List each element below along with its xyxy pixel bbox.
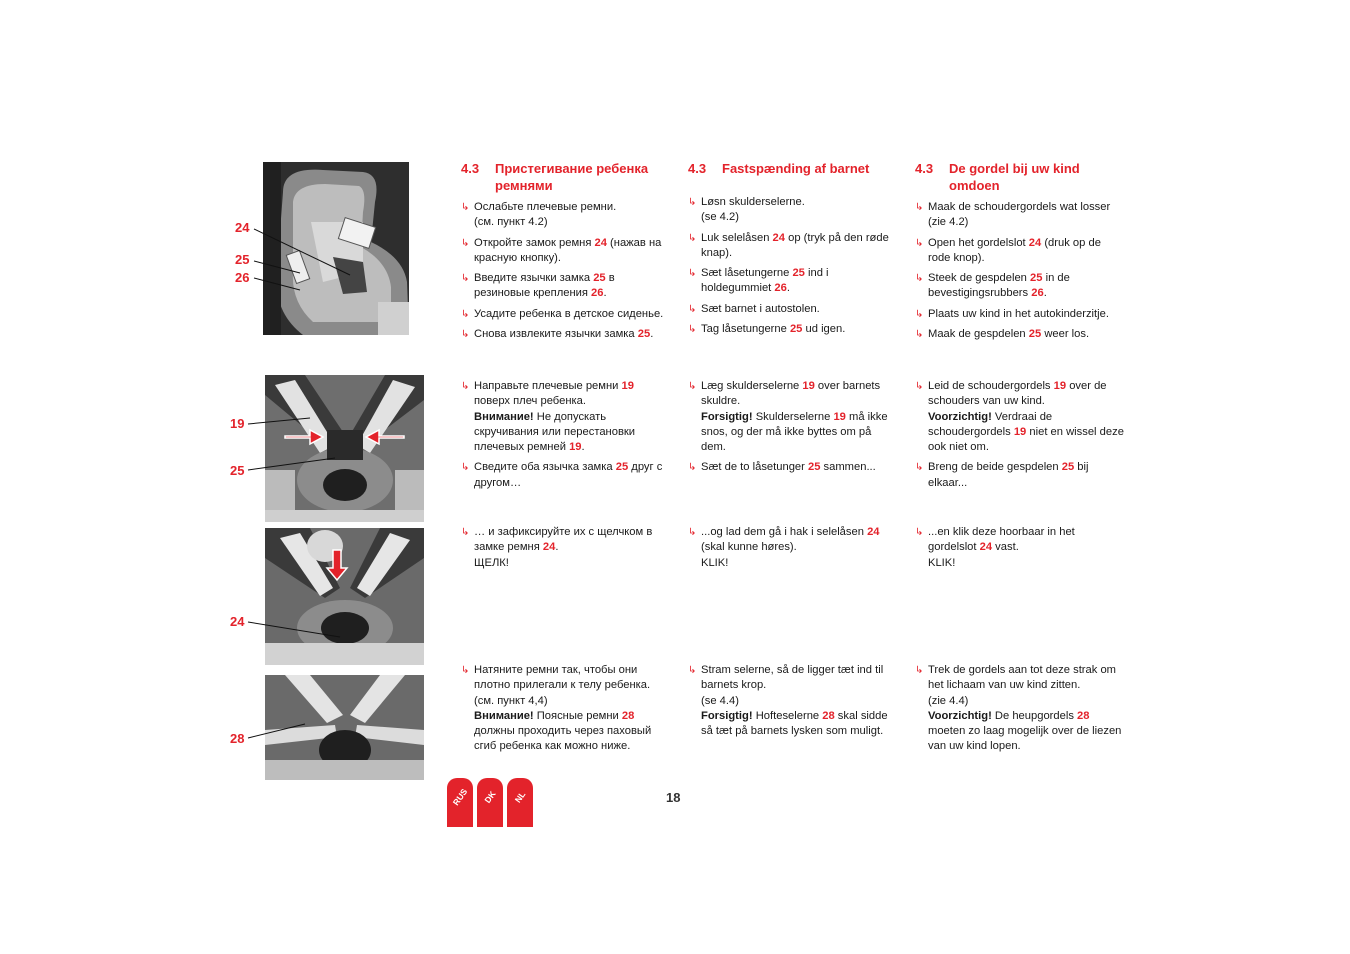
hook-arrow-icon: ↳ [461, 237, 470, 249]
step-item: ↳ ...en klik deze hoorbaar in het gordelslot 24 vast. KLIK! [915, 525, 1125, 571]
section-heading [461, 160, 671, 194]
hook-arrow-icon: ↳ [688, 527, 697, 538]
hook-arrow-icon: ↳ [461, 329, 470, 341]
hook-arrow-icon: ↳ [915, 308, 924, 320]
hook-arrow-icon: ↳ [915, 665, 924, 676]
callout-24: 24 [230, 614, 245, 629]
section-number: 4.3 [688, 161, 707, 176]
tab-dk[interactable]: DK [477, 778, 503, 827]
section-number: 4.3 [915, 161, 934, 176]
hook-arrow-icon: ↳ [461, 527, 470, 538]
section-title: Fastspænding af barnet [722, 161, 870, 176]
step-item: ↳ Sæt barnet i autostolen. [688, 302, 898, 317]
step-group [461, 525, 671, 571]
hook-arrow-icon: ↳ [688, 462, 697, 474]
hook-arrow-icon: ↳ [688, 665, 697, 676]
section-heading [688, 160, 898, 177]
step-group [915, 379, 1125, 491]
step-item: ↳ Направьте плечевые ремни 19 поверх плеч ребенка. Внимание! Не допускать скручивания или перестановки плечевых ремней 19. [461, 379, 671, 455]
section-title: Пристегивание ребенка ремнями [495, 161, 649, 193]
callout-19: 19 [230, 416, 245, 431]
lap-belt-photo [265, 675, 424, 780]
step-item: ↳ Tag låsetungerne 25 ud igen. [688, 322, 898, 337]
hook-arrow-icon: ↳ [461, 202, 470, 213]
step-item: ↳ Sæt låsetungerne 25 ind i holdegummiet 26. [688, 266, 898, 297]
callout-26: 26 [235, 270, 250, 285]
step-item: ↳ Læg skulderselerne 19 over barnets skuldre. Forsigtig! Skulderselerne 19 må ikke snos, og der må ikke byttes om på dem. [688, 379, 898, 455]
hook-arrow-icon: ↳ [688, 197, 697, 208]
step-group [461, 379, 671, 491]
hook-arrow-icon: ↳ [915, 237, 924, 249]
hook-arrow-icon: ↳ [461, 665, 470, 676]
step-item: ↳ Сведите оба язычка замка 25 друг с другом… [461, 460, 671, 491]
hook-arrow-icon: ↳ [688, 303, 697, 315]
hook-arrow-icon: ↳ [915, 527, 924, 538]
callout-25: 25 [235, 252, 250, 267]
car-seat-photo [263, 162, 409, 335]
hook-arrow-icon: ↳ [915, 202, 924, 213]
shoulder-belts-photo [265, 375, 424, 522]
step-item: ↳ Maak de schoudergordels wat losser (zie 4.2) [915, 200, 1125, 231]
hook-arrow-icon: ↳ [461, 462, 470, 474]
step-item: ↳ Leid de schoudergordels 19 over de schouders van uw kind. Voorzichtig! Verdraai de schoudergordels 19 niet en wissel deze ook niet om. [915, 379, 1125, 455]
step-item: ↳ Откройте замок ремня 24 (нажав на красную кнопку). [461, 236, 671, 267]
section-heading [915, 160, 1125, 194]
hook-arrow-icon: ↳ [688, 232, 697, 244]
tab-rus[interactable]: RUS [447, 778, 473, 827]
step-item: ↳ Stram selerne, så de ligger tæt ind til barnets krop. (se 4.4) Forsigtig! Hofteselerne 28 skal sidde så tæt på barnets lysken som muligt. [688, 663, 898, 739]
step-item: ↳ Løsn skulderselerne. (se 4.2) [688, 195, 898, 226]
hook-arrow-icon: ↳ [461, 381, 470, 392]
hook-arrow-icon: ↳ [688, 324, 697, 336]
step-item: ↳ Trek de gordels aan tot deze strak om het lichaam van uw kind zitten. (zie 4.4) Voorzichtig! De heupgordels 28 moeten zo laag mogelijk over de liezen van uw kind lopen. [915, 663, 1125, 755]
step-item: ↳ Введите язычки замка 25 в резиновые крепления 26. [461, 271, 671, 302]
step-item: ↳ Натяните ремни так, чтобы они плотно прилегали к телу ребенка. (см. пункт 4,4) Внимание! Поясные ремни 28 должны проходить через паховый сгиб ребенка как можно ниже. [461, 663, 671, 755]
hook-arrow-icon: ↳ [915, 329, 924, 341]
step-group [915, 663, 1125, 755]
callout-28: 28 [230, 731, 245, 746]
step-group [461, 160, 671, 342]
step-item: ↳ Ослабьте плечевые ремни. (см. пункт 4.2) [461, 200, 671, 231]
step-item: ↳ Luk selelåsen 24 op (tryk på den røde knap). [688, 231, 898, 262]
hook-arrow-icon: ↳ [915, 273, 924, 285]
hook-arrow-icon: ↳ [688, 268, 697, 280]
step-group [688, 379, 898, 476]
step-item: ↳ Sæt de to låsetunger 25 sammen... [688, 460, 898, 475]
step-item: ↳ ...og lad dem gå i hak i selelåsen 24 (skal kunne høres). KLIK! [688, 525, 898, 571]
hook-arrow-icon: ↳ [915, 462, 924, 474]
step-item: ↳ … и зафиксируйте их с щелчком в замке ремня 24. ЩЕЛК! [461, 525, 671, 571]
step-item: ↳ Maak de gespdelen 25 weer los. [915, 327, 1125, 342]
hook-arrow-icon: ↳ [461, 273, 470, 285]
step-item: ↳ Breng de beide gespdelen 25 bij elkaar... [915, 460, 1125, 491]
step-item: ↳ Steek de gespdelen 25 in de bevestigingsrubbers 26. [915, 271, 1125, 302]
step-item: ↳ Усадите ребенка в детское сиденье. [461, 307, 671, 322]
buckle-click-photo [265, 528, 424, 665]
step-item: ↳ Plaats uw kind in het autokinderzitje. [915, 307, 1125, 322]
callout-25: 25 [230, 463, 245, 478]
step-item: ↳ Open het gordelslot 24 (druk op de rode knop). [915, 236, 1125, 267]
section-title: De gordel bij uw kind omdoen [949, 161, 1080, 193]
step-group [688, 160, 898, 337]
step-group [915, 160, 1125, 342]
step-item: ↳ Снова извлеките язычки замка 25. [461, 327, 671, 342]
hook-arrow-icon: ↳ [915, 381, 924, 392]
page-number: 18 [666, 790, 681, 805]
step-group [461, 663, 671, 755]
step-group [688, 663, 898, 739]
callout-24: 24 [235, 220, 250, 235]
hook-arrow-icon: ↳ [461, 308, 470, 320]
step-group [915, 525, 1125, 571]
step-group [688, 525, 898, 571]
hook-arrow-icon: ↳ [688, 381, 697, 392]
tab-nl[interactable]: NL [507, 778, 533, 827]
section-number: 4.3 [461, 161, 480, 176]
